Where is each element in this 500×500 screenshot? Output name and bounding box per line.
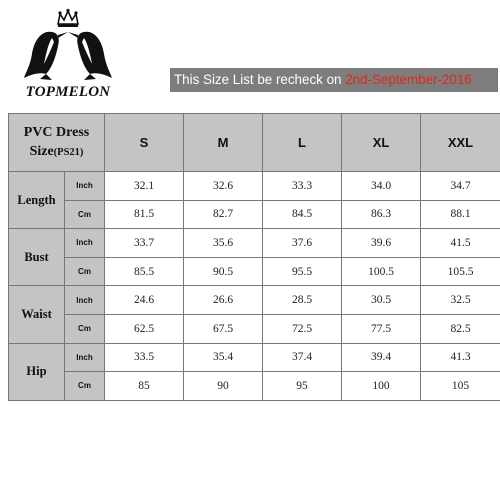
table-cell: 95 (263, 372, 342, 401)
table-row (9, 314, 500, 343)
table-row (9, 372, 500, 401)
table-cell: 100.5 (342, 257, 421, 286)
table-cell: 35.6 (184, 229, 263, 258)
table-cell: 88.1 (421, 200, 500, 229)
table-cell: 32.5 (421, 286, 500, 315)
table-row (9, 229, 500, 258)
recheck-text: This Size List be recheck on (174, 72, 342, 87)
table-row (9, 286, 500, 315)
table-cell: 105 (421, 372, 500, 401)
unit-label: Cm (65, 314, 105, 343)
size-header: M (184, 114, 263, 172)
measurement-label: Bust (9, 229, 65, 286)
table-cell: 105.5 (421, 257, 500, 286)
table-cell: 90.5 (184, 257, 263, 286)
size-header: S (105, 114, 184, 172)
table-cell: 85 (105, 372, 184, 401)
table-cell: 24.6 (105, 286, 184, 315)
corner-title: PVC Dress (23, 125, 90, 140)
recheck-date: 2nd-September-2016 (345, 72, 472, 87)
recheck-banner (170, 68, 498, 92)
table-cell: 32.6 (184, 172, 263, 201)
unit-label: Cm (65, 372, 105, 401)
unit-label: Inch (65, 286, 105, 315)
unit-label: Cm (65, 257, 105, 286)
table-cell: 100 (342, 372, 421, 401)
table-row (9, 343, 500, 372)
table-cell: 34.0 (342, 172, 421, 201)
measurement-label: Length (9, 172, 65, 229)
table-cell: 84.5 (263, 200, 342, 229)
unit-label: Cm (65, 200, 105, 229)
table-row (9, 172, 500, 201)
measurement-label: Hip (9, 343, 65, 400)
crown-penguins-icon (22, 8, 114, 84)
table-cell: 77.5 (342, 314, 421, 343)
table-cell: 95.5 (263, 257, 342, 286)
table-cell: 35.4 (184, 343, 263, 372)
table-cell: 33.5 (105, 343, 184, 372)
table-cell: 82.5 (421, 314, 500, 343)
size-table (8, 113, 500, 401)
table-row (9, 257, 500, 286)
table-cell: 33.3 (263, 172, 342, 201)
table-cell: 90 (184, 372, 263, 401)
table-cell: 72.5 (263, 314, 342, 343)
corner-size-label: Size (29, 144, 54, 159)
table-cell: 28.5 (263, 286, 342, 315)
unit-label: Inch (65, 343, 105, 372)
brand-logo (14, 8, 122, 104)
table-cell: 30.5 (342, 286, 421, 315)
corner-code: (PS21) (53, 147, 84, 158)
table-corner-header (9, 114, 105, 172)
table-row (9, 200, 500, 229)
table-cell: 39.6 (342, 229, 421, 258)
table-cell: 86.3 (342, 200, 421, 229)
size-header: L (263, 114, 342, 172)
table-cell: 37.4 (263, 343, 342, 372)
brand-name: TOPMELON (25, 84, 111, 100)
table-cell: 41.3 (421, 343, 500, 372)
table-cell: 32.1 (105, 172, 184, 201)
table-header-row (9, 114, 500, 172)
unit-label: Inch (65, 229, 105, 258)
size-header: XL (342, 114, 421, 172)
table-cell: 39.4 (342, 343, 421, 372)
table-cell: 67.5 (184, 314, 263, 343)
table-cell: 26.6 (184, 286, 263, 315)
table-cell: 81.5 (105, 200, 184, 229)
table-cell: 82.7 (184, 200, 263, 229)
table-cell: 85.5 (105, 257, 184, 286)
table-cell: 62.5 (105, 314, 184, 343)
table-cell: 37.6 (263, 229, 342, 258)
table-cell: 33.7 (105, 229, 184, 258)
unit-label: Inch (65, 172, 105, 201)
table-cell: 41.5 (421, 229, 500, 258)
measurement-label: Waist (9, 286, 65, 343)
size-header: XXL (421, 114, 500, 172)
table-cell: 34.7 (421, 172, 500, 201)
